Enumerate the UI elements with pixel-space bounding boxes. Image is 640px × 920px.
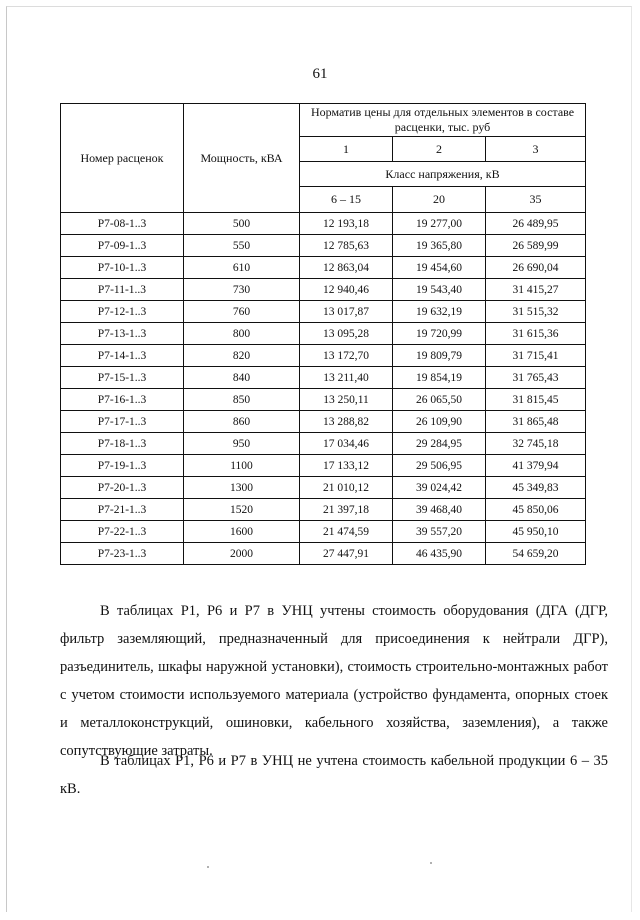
price-6-15kv-cell: 13 288,82: [300, 411, 393, 433]
price-35kv-cell: 31 415,27: [486, 279, 586, 301]
rate-code-cell: Р7-22-1..3: [61, 521, 184, 543]
table-row: [61, 213, 586, 235]
price-35kv-cell: 26 589,99: [486, 235, 586, 257]
price-6-15kv-cell: 21 010,12: [300, 477, 393, 499]
power-cell: 610: [184, 257, 300, 279]
price-6-15kv-cell: 13 172,70: [300, 345, 393, 367]
header-col-index-3: 3: [486, 137, 586, 162]
table-row: [61, 389, 586, 411]
price-20kv-cell: 19 854,19: [393, 367, 486, 389]
price-20kv-cell: 19 720,99: [393, 323, 486, 345]
rate-code-cell: Р7-09-1..3: [61, 235, 184, 257]
table-row: [61, 433, 586, 455]
header-voltage-2: 20: [393, 187, 486, 213]
price-6-15kv-cell: 12 193,18: [300, 213, 393, 235]
price-6-15kv-cell: 27 447,91: [300, 543, 393, 565]
price-35kv-cell: 31 715,41: [486, 345, 586, 367]
table-row: [61, 411, 586, 433]
table-row: [61, 477, 586, 499]
price-6-15kv-cell: 17 034,46: [300, 433, 393, 455]
rate-code-cell: Р7-17-1..3: [61, 411, 184, 433]
price-35kv-cell: 31 615,36: [486, 323, 586, 345]
price-20kv-cell: 19 454,60: [393, 257, 486, 279]
price-35kv-cell: 45 349,83: [486, 477, 586, 499]
header-col-index-2: 2: [393, 137, 486, 162]
price-20kv-cell: 46 435,90: [393, 543, 486, 565]
price-20kv-cell: 39 024,42: [393, 477, 486, 499]
table-row: [61, 323, 586, 345]
power-cell: 2000: [184, 543, 300, 565]
price-6-15kv-cell: 13 017,87: [300, 301, 393, 323]
power-cell: 820: [184, 345, 300, 367]
price-35kv-cell: 54 659,20: [486, 543, 586, 565]
rates-table: [60, 103, 586, 565]
header-power: Мощность, кВА: [184, 104, 300, 213]
table-body: [61, 213, 586, 565]
price-35kv-cell: 41 379,94: [486, 455, 586, 477]
price-35kv-cell: 32 745,18: [486, 433, 586, 455]
price-20kv-cell: 39 468,40: [393, 499, 486, 521]
power-cell: 860: [184, 411, 300, 433]
power-cell: 760: [184, 301, 300, 323]
power-cell: 850: [184, 389, 300, 411]
rate-code-cell: Р7-23-1..3: [61, 543, 184, 565]
price-6-15kv-cell: 12 863,04: [300, 257, 393, 279]
header-voltage-class: Класс напряжения, кВ: [300, 162, 586, 187]
table-row: [61, 279, 586, 301]
power-cell: 950: [184, 433, 300, 455]
price-35kv-cell: 26 489,95: [486, 213, 586, 235]
power-cell: 500: [184, 213, 300, 235]
header-voltage-1: 6 – 15: [300, 187, 393, 213]
table-header: [61, 104, 586, 213]
power-cell: 1600: [184, 521, 300, 543]
rate-code-cell: Р7-20-1..3: [61, 477, 184, 499]
price-6-15kv-cell: 13 211,40: [300, 367, 393, 389]
price-6-15kv-cell: 17 133,12: [300, 455, 393, 477]
header-col-index-1: 1: [300, 137, 393, 162]
price-6-15kv-cell: 12 940,46: [300, 279, 393, 301]
price-20kv-cell: 19 632,19: [393, 301, 486, 323]
price-35kv-cell: 45 950,10: [486, 521, 586, 543]
table-row: [61, 543, 586, 565]
rate-code-cell: Р7-15-1..3: [61, 367, 184, 389]
rate-code-cell: Р7-16-1..3: [61, 389, 184, 411]
table-row: [61, 367, 586, 389]
scan-speck: [430, 862, 432, 864]
price-35kv-cell: 31 865,48: [486, 411, 586, 433]
power-cell: 1100: [184, 455, 300, 477]
price-20kv-cell: 29 506,95: [393, 455, 486, 477]
rate-code-cell: Р7-21-1..3: [61, 499, 184, 521]
table-row: [61, 301, 586, 323]
power-cell: 1520: [184, 499, 300, 521]
scan-speck: [207, 866, 209, 868]
price-20kv-cell: 26 109,90: [393, 411, 486, 433]
price-35kv-cell: 31 515,32: [486, 301, 586, 323]
price-20kv-cell: 19 809,79: [393, 345, 486, 367]
price-35kv-cell: 45 850,06: [486, 499, 586, 521]
price-6-15kv-cell: 12 785,63: [300, 235, 393, 257]
power-cell: 550: [184, 235, 300, 257]
power-cell: 1300: [184, 477, 300, 499]
price-35kv-cell: 31 815,45: [486, 389, 586, 411]
header-rate-number: Номер расценок: [61, 104, 184, 213]
rate-code-cell: Р7-08-1..3: [61, 213, 184, 235]
rate-code-cell: Р7-18-1..3: [61, 433, 184, 455]
price-20kv-cell: 19 543,40: [393, 279, 486, 301]
rate-code-cell: Р7-11-1..3: [61, 279, 184, 301]
price-20kv-cell: 29 284,95: [393, 433, 486, 455]
rate-code-cell: Р7-14-1..3: [61, 345, 184, 367]
price-35kv-cell: 26 690,04: [486, 257, 586, 279]
price-20kv-cell: 26 065,50: [393, 389, 486, 411]
page-number: 61: [312, 66, 328, 82]
price-6-15kv-cell: 21 474,59: [300, 521, 393, 543]
power-cell: 840: [184, 367, 300, 389]
paragraph-excluded-costs: В таблицах Р1, Р6 и Р7 в УНЦ не учтена стоимость кабельной продукции 6 – 35 кВ.: [60, 753, 608, 797]
header-norm-group: Норматив цены для отдельных элементов в составе расценки, тыс. руб: [300, 104, 586, 137]
price-20kv-cell: 19 277,00: [393, 213, 486, 235]
rate-code-cell: Р7-12-1..3: [61, 301, 184, 323]
paragraph-included-costs: В таблицах Р1, Р6 и Р7 в УНЦ учтены стоимость оборудования (ДГА (ДГР, фильтр заземляющий, предназначенный для присоединения к нейтрали ДГР), разъединитель, шкафы наружной установки), стоимость строительно-монтажных работ с учетом стоимости используемого материала (устройство фундамента, опорных стоек и металлоконструкций, ошиновки, кабельного хозяйства, заземления), а также сопутствующие затраты.: [60, 603, 608, 759]
price-20kv-cell: 39 557,20: [393, 521, 486, 543]
table-row: [61, 521, 586, 543]
rate-code-cell: Р7-13-1..3: [61, 323, 184, 345]
price-35kv-cell: 31 765,43: [486, 367, 586, 389]
header-voltage-3: 35: [486, 187, 586, 213]
rate-code-cell: Р7-10-1..3: [61, 257, 184, 279]
rate-code-cell: Р7-19-1..3: [61, 455, 184, 477]
table-row: [61, 235, 586, 257]
table-row: [61, 455, 586, 477]
price-6-15kv-cell: 13 250,11: [300, 389, 393, 411]
price-6-15kv-cell: 21 397,18: [300, 499, 393, 521]
power-cell: 800: [184, 323, 300, 345]
table-row: [61, 499, 586, 521]
price-20kv-cell: 19 365,80: [393, 235, 486, 257]
price-6-15kv-cell: 13 095,28: [300, 323, 393, 345]
table-row: [61, 257, 586, 279]
table-row: [61, 345, 586, 367]
power-cell: 730: [184, 279, 300, 301]
